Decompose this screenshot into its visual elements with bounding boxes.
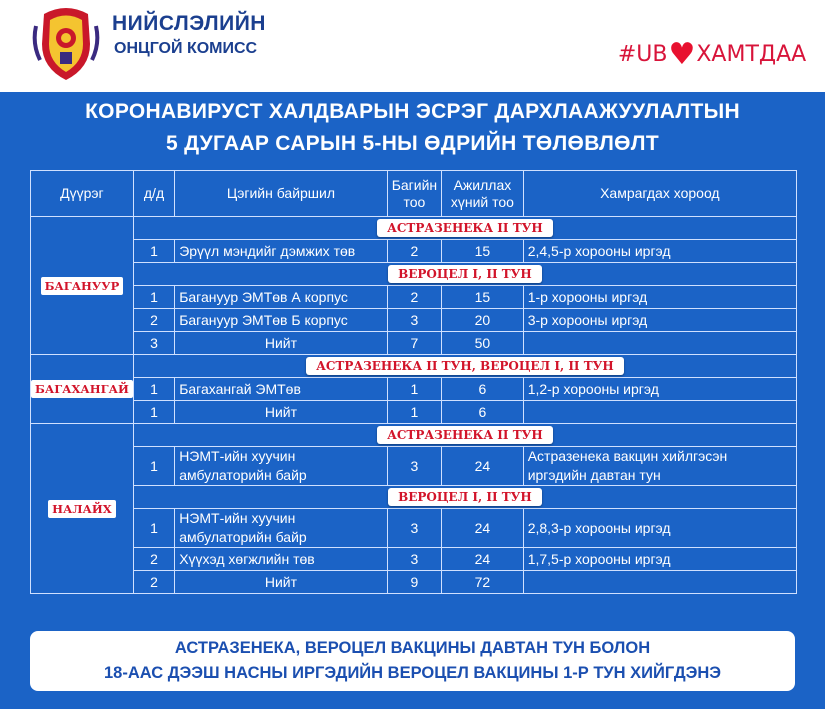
table-row: 2 Хүүхэд хөгжлийн төв 3 24 1,7,5-р хорооны иргэд — [31, 548, 797, 571]
footer-line-1: АСТРАЗЕНЕКА, ВЕРОЦЕЛ ВАКЦИНЫ ДАВТАН ТУН БОЛОН — [174, 639, 651, 657]
table-row: 1 НЭМТ-ийн хуучин амбулаторийн байр 3 24 Астразенека вакцин хийлгэсэн иргэдийн давтан тун — [31, 447, 797, 486]
table-row: 1 Багахангай ЭМТөв 1 6 1,2-р хорооны иргэд — [31, 378, 797, 401]
page-title — [0, 96, 825, 160]
vaccine-row — [31, 424, 797, 447]
vaccine-row — [31, 486, 797, 509]
vaccine-label: ВЕРОЦЕЛ I, II ТУН — [388, 488, 542, 506]
title-line-2: 5 ДУГААР САРЫН 5-НЫ ӨДРИЙН ТӨЛӨВЛӨЛТ — [166, 132, 659, 155]
hashtag-badge — [612, 34, 812, 74]
title-line-1: КОРОНАВИРУСТ ХАЛДВАРЫН ЭСРЭГ ДАРХЛААЖУУЛАЛТЫН — [85, 100, 740, 123]
hashtag-left: #UB — [617, 41, 668, 67]
table-row: 1 Эрүүл мэндийг дэмжих төв 2 15 2,4,5-р хорооны иргэд — [31, 240, 797, 263]
table-row: 2 Багануур ЭМТөв Б корпус 3 20 3-р хорооны иргэд — [31, 309, 797, 332]
district-baganuur: БАГАНУУР — [41, 277, 124, 295]
district-cell — [31, 217, 134, 355]
vaccine-label: АСТРАЗЕНЕКА II ТУН — [377, 219, 553, 237]
col-district: Дүүрэг — [31, 171, 134, 217]
vaccine-label: ВЕРОЦЕЛ I, II ТУН — [388, 265, 542, 283]
table-row: 1 Багануур ЭМТөв А корпус 2 15 1-р хорооны иргэд — [31, 286, 797, 309]
table-row: 1 НЭМТ-ийн хуучин амбулаторийн байр 3 24 2,8,3-р хорооны иргэд — [31, 509, 797, 548]
col-location: Цэгийн байршил — [175, 171, 388, 217]
vaccine-row — [31, 263, 797, 286]
col-workers: Ажиллах хүний тоо — [442, 171, 524, 217]
district-nalaikh: НАЛАЙХ — [48, 500, 116, 518]
heart-icon: ♥ — [668, 36, 696, 72]
hashtag-right: ХАМТДАА — [696, 41, 807, 67]
org-title: НИЙСЛЭЛИЙН — [112, 12, 266, 35]
district-bagakhangai: БАГАХАНГАЙ — [31, 380, 133, 398]
org-subtitle: ОНЦГОЙ КОМИСС — [114, 40, 258, 57]
vaccine-label: АСТРАЗЕНЕКА II ТУН, ВЕРОЦЕЛ I, II ТУН — [306, 357, 624, 375]
footer-line-2: 18-ААС ДЭЭШ НАСНЫ ИРГЭДИЙН ВЕРОЦЕЛ ВАКЦИНЫ 1-Р ТУН ХИЙГДЭНЭ — [103, 664, 721, 682]
district-cell — [31, 355, 134, 424]
table-row-total: 1 Нийт 1 6 — [31, 401, 797, 424]
city-emblem-icon — [30, 4, 102, 82]
col-teams: Багийн тоо — [387, 171, 441, 217]
table-row-total: 2 Нийт 9 72 — [31, 571, 797, 594]
vaccine-row — [31, 355, 797, 378]
vaccine-label: АСТРАЗЕНЕКА II ТУН — [377, 426, 553, 444]
district-cell — [31, 424, 134, 594]
table-row-total: 3 Нийт 7 50 — [31, 332, 797, 355]
vaccine-row — [31, 217, 797, 240]
schedule-table — [30, 170, 797, 594]
col-no: д/д — [133, 171, 174, 217]
table-header-row — [31, 171, 797, 217]
footer-note — [30, 631, 795, 691]
col-coverage: Хамрагдах хороод — [523, 171, 796, 217]
